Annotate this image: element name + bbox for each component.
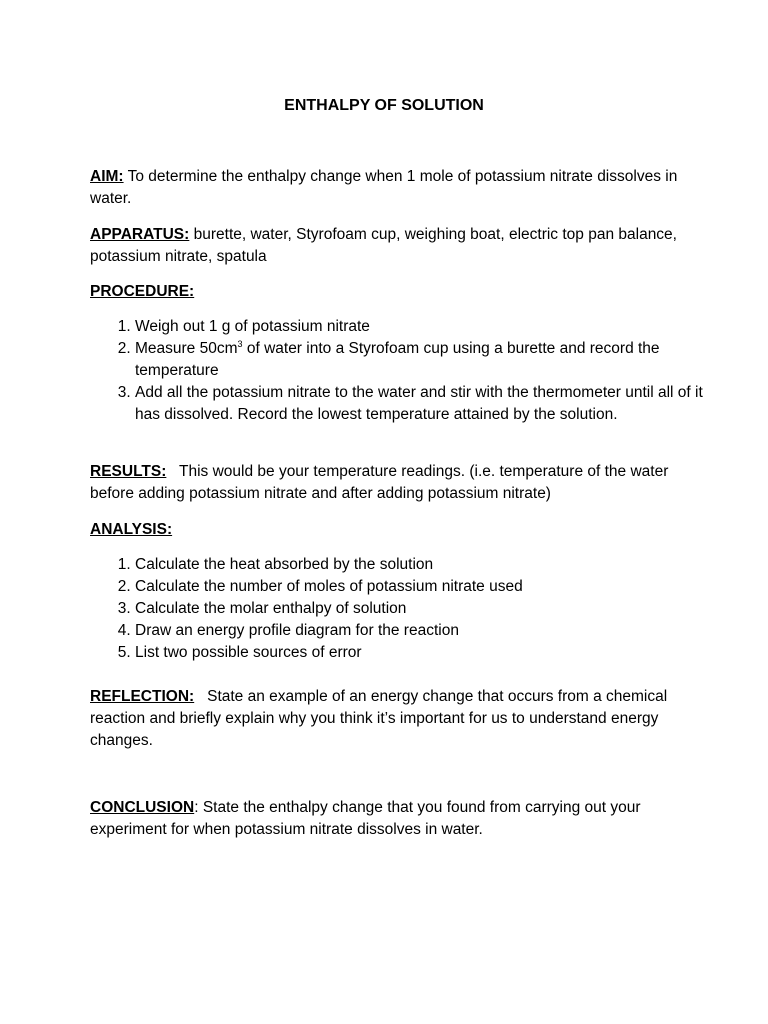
results-paragraph xyxy=(90,461,680,505)
apparatus-text: burette, water, Styrofoam cup, weighing boat, electric top pan balance, potassium nitrate, spatula xyxy=(90,226,677,265)
aim-paragraph xyxy=(90,166,680,210)
procedure-heading xyxy=(90,281,680,303)
reflection-label: REFLECTION: xyxy=(90,688,195,705)
page-title: ENTHALPY OF SOLUTION xyxy=(284,97,484,114)
conclusion-paragraph xyxy=(90,797,680,841)
results-label: RESULTS: xyxy=(90,463,167,480)
analysis-item: 1. Calculate the heat absorbed by the solution xyxy=(135,554,725,576)
conclusion-label: CONCLUSION xyxy=(90,799,195,816)
analysis-item: 3. Calculate the molar enthalpy of solution xyxy=(135,598,725,620)
aim-label: AIM: xyxy=(90,168,124,185)
procedure-label: PROCEDURE: xyxy=(90,283,195,300)
analysis-item: 2. Calculate the number of moles of potassium nitrate used xyxy=(135,576,725,598)
procedure-step: 1. Weigh out 1 g of potassium nitrate xyxy=(135,316,725,338)
analysis-item: 5. List two possible sources of error xyxy=(135,642,725,664)
procedure-list xyxy=(90,316,725,426)
procedure-step: 3. Add all the potassium nitrate to the water and stir with the thermometer until all of it has dissolved. Record the lowest temperature attained by the solution. xyxy=(135,382,725,426)
analysis-list xyxy=(90,554,725,664)
reflection-paragraph xyxy=(90,686,680,752)
procedure-step: 2. Measure $50cm^3$ of water into a Styrofoam cup using a burette and record the temperature xyxy=(135,338,725,382)
analysis-item: 4. Draw an energy profile diagram for the reaction xyxy=(135,620,725,642)
results-text: This would be your temperature readings. (i.e. temperature of the water before adding potassium nitrate and after adding potassium nitrate) xyxy=(90,463,673,502)
apparatus-paragraph xyxy=(90,224,680,268)
analysis-heading xyxy=(90,519,680,541)
aim-text: To determine the enthalpy change when 1 mole of potassium nitrate dissolves in water. xyxy=(90,168,678,207)
reflection-text: State an example of an energy change that occurs from a chemical reaction and briefly explain why you think it’s important for us to understand energy changes. xyxy=(90,688,672,749)
conclusion-text: : State the enthalpy change that you found from carrying out your experiment for when potassium nitrate dissolves in water. xyxy=(90,799,641,838)
analysis-label: ANALYSIS: xyxy=(90,521,173,538)
apparatus-label: APPARATUS: xyxy=(90,226,190,243)
